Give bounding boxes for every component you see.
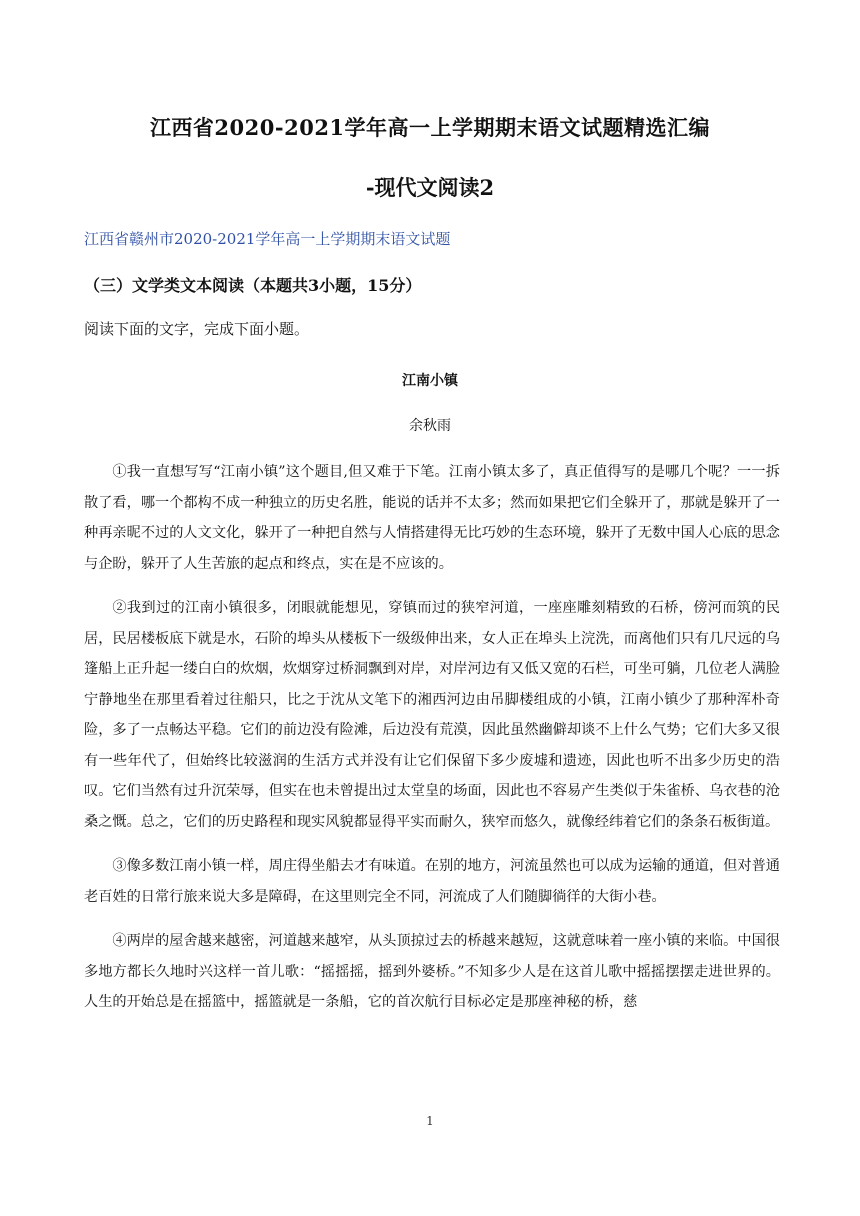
instruction-text: 阅读下面的文字，完成下面小题。: [84, 320, 310, 338]
document-title: 江西省2020-2021学年高一上学期期末语文试题精选汇编: [149, 115, 711, 140]
page-number: 1: [426, 1114, 434, 1128]
source-line: 江西省赣州市2020-2021学年高一上学期期末语文试题: [84, 230, 451, 248]
essay-title: 江南小镇: [402, 373, 458, 389]
essay-author: 余秋雨: [409, 418, 451, 434]
paragraph-4: ④两岸的屋舍越来越密，河道越来越窄，从头顶掠过去的桥越来越短，这就意味着一座小镇的来临。中国很多地方都长久地时兴这样一首儿歌：“摇摇摇，摇到外婆桥。”不知多少人是在这首儿歌中摇摇摆摆走进世界的。人生的开始总是在摇篮中，摇篮就是一条船，它的首次航行目标必定是那座神秘的桥，慈: [84, 933, 780, 1010]
paragraph-1: ①我一直想写写“江南小镇”这个题目,但又难于下笔。江南小镇太多了，真正值得写的是哪几个呢？一一拆散了看，哪一个都构不成一种独立的历史名胜，能说的话并不太多；然而如果把它们全躲开了，那就是躲开了一种再亲昵不过的人文文化，躲开了一种把自然与人情搭建得无比巧妙的生态环境，躲开了无数中国人心底的思念与企盼，躲开了人生苦旅的起点和终点，实在是不应该的。: [84, 464, 780, 572]
paragraph-2: ②我到过的江南小镇很多，闭眼就能想见，穿镇而过的狭窄河道，一座座雕刻精致的石桥，傍河而筑的民居，民居楼板底下就是水，石阶的埠头从楼板下一级级伸出来，女人正在埠头上浣洗，而离他们只有几尺远的乌篷船上正升起一缕白白的炊烟，炊烟穿过桥洞飘到对岸，对岸河边有又低又宽的石栏，可坐可躺，几位老人满脸宁静地坐在那里看着过往船只，比之于沈从文笔下的湘西河边由吊脚楼组成的小镇，江南小镇少了那种浑朴奇险，多了一点畅达平稳。它们的前边没有险滩，后边没有荒漠，因此虽然幽僻却谈不上什么气势；它们大多又很有一些年代了，但始终比较滋润的生活方式并没有让它们保留下多少废墟和遗迹，因此也听不出多少历史的浩叹。它们当然有过升沉荣辱，但实在也未曾提出过太堂皇的场面，因此也不容易产生类似于朱雀桥、乌衣巷的沧桑之慨。总之，它们的历史路程和现实风貌都显得平实而耐久，狭窄而悠久，就像经纬着它们的条条石板街道。: [84, 600, 780, 830]
section-heading: （三）文学类文本阅读（本题共3小题，15分）: [84, 276, 422, 295]
paragraph-3: ③像多数江南小镇一样，周庄得坐船去才有味道。在别的地方，河流虽然也可以成为运输的通道，但对普通老百姓的日常行旅来说大多是障碍，在这里则完全不同，河流成了人们随脚徜徉的大街小巷。: [84, 858, 780, 905]
essay-body: [84, 457, 780, 1032]
document-subtitle: -现代文阅读2: [365, 175, 495, 200]
